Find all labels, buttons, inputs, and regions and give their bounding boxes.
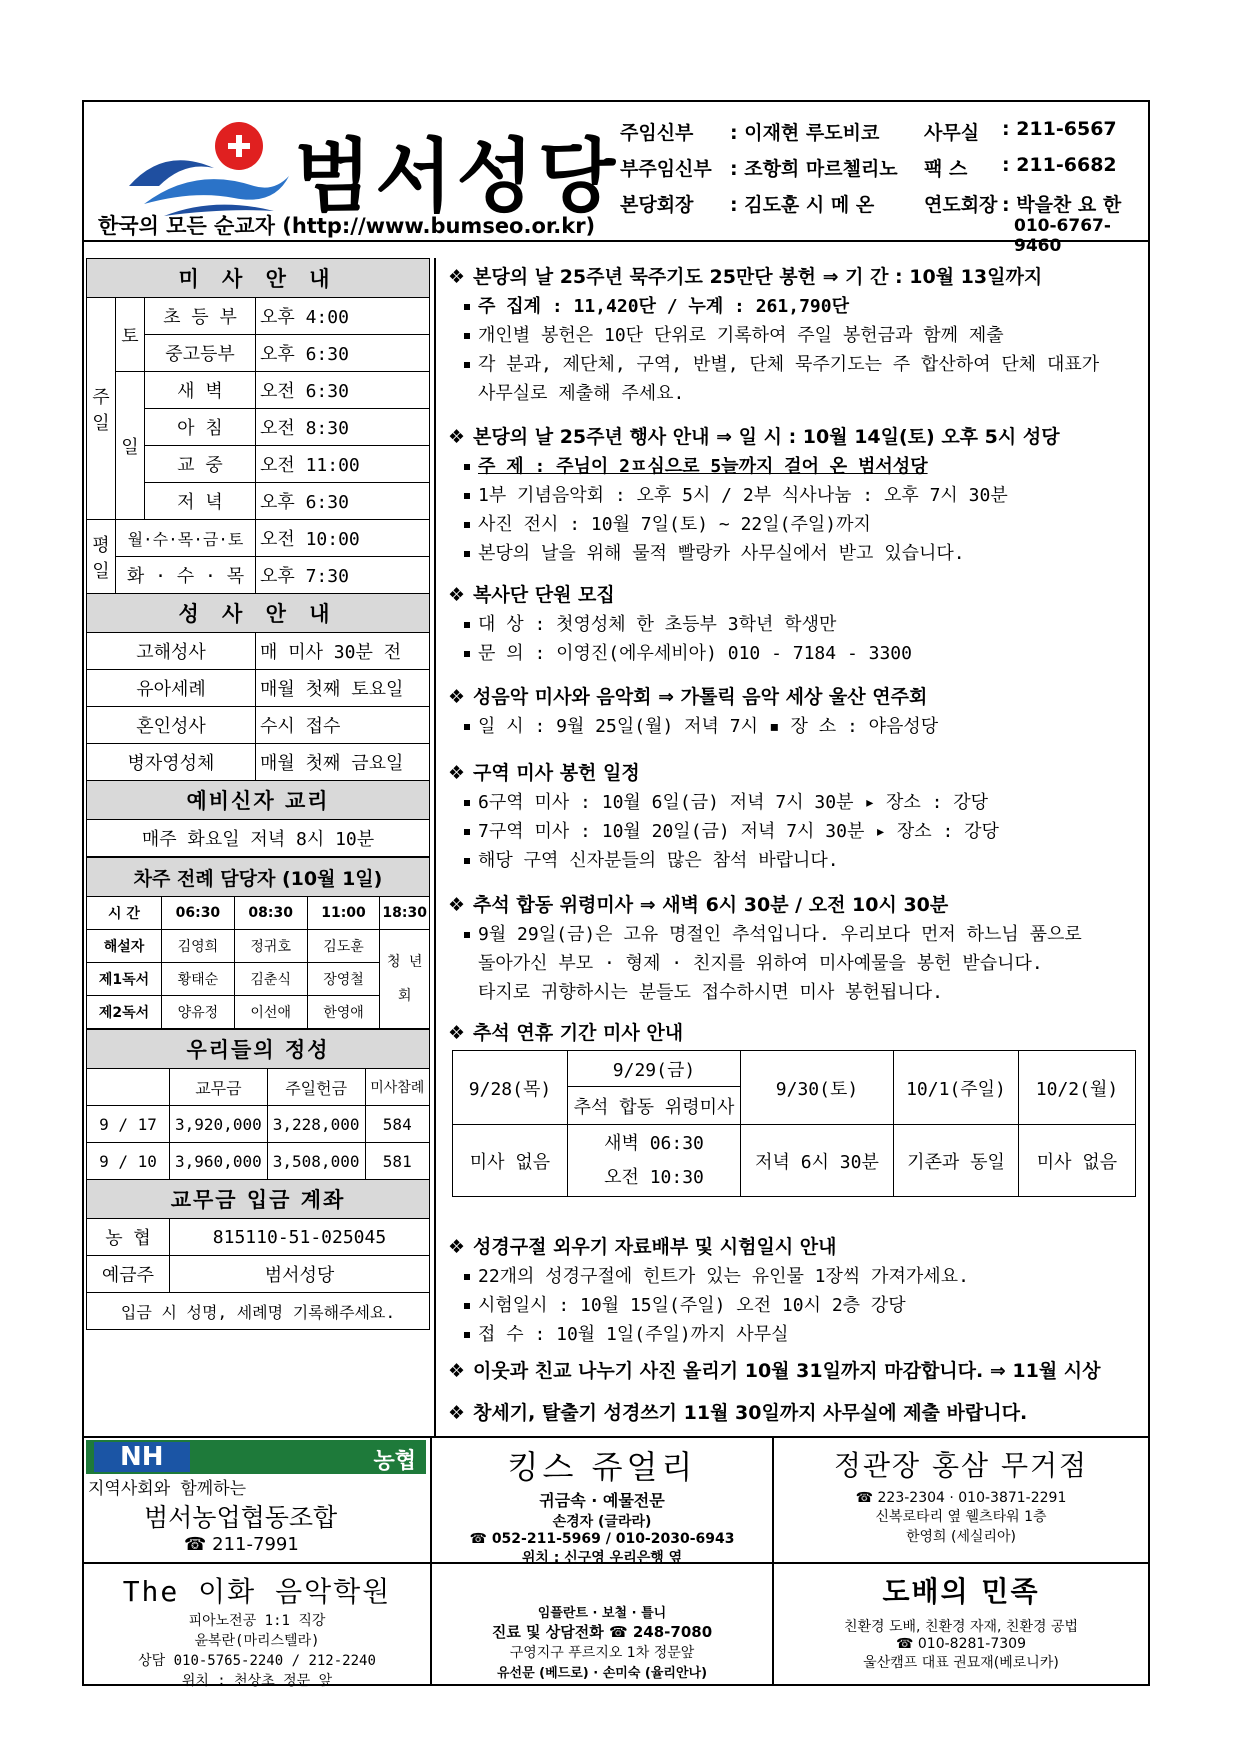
notice-item [448, 890, 1148, 1004]
square-bullet-icon [464, 800, 470, 806]
notice-title: 복사단 단원 모집 [473, 584, 615, 606]
duty-time: 08:30 [234, 897, 307, 930]
duty-role: 제2독서 [87, 996, 162, 1029]
weekday-mass-time: 오후 7:30 [255, 557, 429, 594]
square-bullet-icon [464, 1274, 470, 1280]
account-holder: 범서성당 [170, 1256, 430, 1293]
duty-person: 황태순 [162, 963, 235, 996]
duty-person: 김도훈 [307, 930, 380, 963]
notice-title: 성음악 미사와 음악회 ⇒ 가톨릭 음악 세상 울산 연주회 [473, 686, 928, 708]
paint-name: 도배의 민족 [882, 1575, 1040, 1608]
notice-line: 타지로 귀향하시는 분들도 접수하시면 미사 봉헌됩니다. [478, 982, 943, 1003]
nh-name: 농협 [373, 1449, 416, 1474]
notice-line: 사무실로 제출해 주세요. [478, 383, 685, 404]
notice-line: 6구역 미사 : 10월 6일(금) 저녁 7시 30분 ▸ 장소 : 강당 [478, 792, 989, 813]
square-bullet-icon [464, 304, 470, 310]
notice-item [448, 1398, 1148, 1425]
music-line1: 피아노전공 1:1 직강 [188, 1613, 326, 1629]
president: : 김도훈 시 메 온 [730, 194, 875, 216]
pastor: : 이재현 루도비코 [730, 122, 880, 144]
diamond-bullet-icon: ❖ [448, 426, 466, 448]
weekday-mass-name: 월·수·목·금·토 [116, 520, 256, 557]
square-bullet-icon [464, 551, 470, 557]
nh-logo: NH [94, 1442, 190, 1472]
diamond-bullet-icon: ❖ [448, 894, 466, 916]
offering-table [86, 1029, 430, 1330]
duty-time: 06:30 [162, 897, 235, 930]
account-note: 입금 시 성명, 세례명 기록해주세요. [87, 1293, 430, 1330]
mass-table [86, 258, 430, 857]
duty-person: 정귀호 [234, 930, 307, 963]
church-logo [124, 116, 299, 221]
sacrament-name: 혼인성사 [87, 707, 256, 744]
mass-name: 저 녁 [145, 483, 256, 520]
offering-date: 9 / 10 [87, 1143, 170, 1180]
diamond-bullet-icon: ❖ [448, 584, 466, 606]
square-bullet-icon [464, 932, 470, 938]
nh-banner [86, 1440, 426, 1474]
offering-value: 3,960,000 [170, 1143, 268, 1180]
notice-line: 접 수 : 10월 1일(주일)까지 사무실 [478, 1324, 789, 1345]
bulletin-page [82, 100, 1150, 1689]
paint-ad [774, 1562, 1148, 1686]
offering-value: 581 [365, 1143, 430, 1180]
dental-line4: 유선문 (베드로) · 손미숙 (율리안나) [496, 1666, 708, 1681]
sacrament-value: 매 미사 30분 전 [255, 633, 429, 670]
dental-line3: 구영지구 푸르지오 1차 정문앞 [509, 1645, 695, 1661]
duty-title: 차주 전례 담당자 (10월 1일) [87, 858, 430, 897]
weekday-mass-name: 화 · 수 · 목 [116, 557, 256, 594]
music-line4: 위치 : 천상초 정문 앞 [181, 1673, 333, 1689]
notice-item [448, 758, 1148, 872]
music-line2: 윤복란(마리스텔라) [194, 1633, 320, 1649]
offering-header: 주일헌금 [267, 1069, 365, 1106]
district-head: : 박을찬 요 한 [1002, 194, 1122, 216]
music-ad [84, 1562, 432, 1689]
assistant: : 조항희 마르첼리노 [730, 158, 898, 180]
duty-person: 한영애 [307, 996, 380, 1029]
offering-header-blank [87, 1069, 170, 1106]
account-title: 교무금 입금 계좌 [87, 1180, 430, 1219]
notice-line: 각 분과, 제단체, 구역, 반별, 단체 묵주기도는 주 합산하여 단체 대표가 [478, 354, 1100, 375]
sat-label: 토 [116, 298, 145, 372]
diamond-bullet-icon: ❖ [448, 762, 466, 784]
ads-section [84, 1436, 1148, 1688]
mass-time: 오전 6:30 [255, 372, 429, 409]
mass-name: 교 중 [145, 446, 256, 483]
square-bullet-icon [464, 493, 470, 499]
duty-youth: 청 년 회 [380, 930, 430, 1029]
notice-title: 이웃과 친교 나누기 사진 올리기 10월 31일까지 마감합니다. ⇒ 11월 시상 [473, 1360, 1101, 1382]
dental-ad [432, 1562, 774, 1686]
bank-account: 815110-51-025045 [170, 1219, 430, 1256]
sun-label: 일 [116, 372, 145, 520]
paint-line2: ☎ 010-8281-7309 [896, 1636, 1026, 1652]
mass-time: 오후 6:30 [255, 483, 429, 520]
duty-time-label: 시 간 [87, 897, 162, 930]
notice-title: 구역 미사 봉헌 일정 [473, 762, 640, 784]
square-bullet-icon [464, 622, 470, 628]
notice-title: 창세기, 탈출기 성경쓰기 11월 30일까지 사무실에 제출 바랍니다. [473, 1402, 1028, 1424]
paint-line1: 친환경 도배, 친환경 자재, 친환경 공법 [843, 1619, 1078, 1635]
sacrament-value: 매월 첫째 토요일 [255, 670, 429, 707]
duty-table [86, 857, 430, 1029]
nh-ad [84, 1438, 432, 1562]
sacrament-title: 성 사 안 내 [87, 594, 430, 633]
notice-item [448, 682, 1148, 738]
assistant-label: 부주임신부 [620, 158, 712, 180]
holiday-date: 9/30(토) [741, 1051, 894, 1125]
offering-value: 584 [365, 1106, 430, 1143]
jkj-ad [774, 1438, 1148, 1562]
diamond-bullet-icon: ❖ [448, 266, 466, 288]
holiday-mass: 새벽 06:30 [604, 1132, 704, 1154]
notice-line: 22개의 성경구절에 힌트가 있는 유인물 1장씩 가져가세요. [478, 1266, 969, 1287]
mass-time: 오전 8:30 [255, 409, 429, 446]
sacrament-name: 병자영성체 [87, 744, 256, 781]
notice-line: 돌아가신 부모 · 형제 · 친지를 위하여 미사예물을 봉헌 받습니다. [478, 953, 1043, 974]
kings-name: 킹스 쥬얼리 [507, 1448, 697, 1486]
diamond-bullet-icon: ❖ [448, 1360, 466, 1382]
kings-line2: 손경자 (글라라) [552, 1514, 652, 1530]
sacrament-value: 매월 첫째 금요일 [255, 744, 429, 781]
notice-item [448, 262, 1148, 405]
notice-item [448, 1356, 1148, 1383]
notice-line: 해당 구역 신자분들의 많은 참석 바랍니다. [478, 850, 839, 871]
fax-label: 팩 스 [924, 158, 968, 180]
offering-header: 미사참례 [365, 1069, 430, 1106]
duty-person: 김영희 [162, 930, 235, 963]
diamond-bullet-icon: ❖ [448, 1236, 466, 1258]
left-column [84, 258, 430, 1330]
holiday-subtitle: 추석 합동 위령미사 [568, 1087, 741, 1125]
holiday-date: 9/28(목) [453, 1051, 568, 1125]
notice-line: 7구역 미사 : 10월 20일(금) 저녁 7시 30분 ▸ 장소 : 강당 [478, 821, 999, 842]
weekday-mass-time: 오전 10:00 [255, 520, 429, 557]
holiday-mass: 기존과 동일 [894, 1125, 1019, 1197]
holiday-mass: 저녁 6시 30분 [741, 1125, 894, 1197]
mass-name: 중고등부 [145, 335, 256, 372]
holiday-mass: 미사 없음 [453, 1125, 568, 1197]
square-bullet-icon [464, 1303, 470, 1309]
duty-person: 김춘식 [234, 963, 307, 996]
notice-item [448, 1232, 1148, 1346]
nh-phone: ☎ 211-7991 [184, 1534, 299, 1555]
notice-item [448, 580, 1148, 665]
jkj-name: 정관장 홍삼 무거점 [833, 1449, 1089, 1482]
notice-line: 1부 기념음악회 : 오후 5시 / 2부 식사나눔 : 오후 7시 30분 [478, 485, 1008, 506]
mass-time: 오후 4:00 [255, 298, 429, 335]
holiday-mass: 미사 없음 [1019, 1125, 1136, 1197]
offering-value: 3,508,000 [267, 1143, 365, 1180]
mass-name: 초 등 부 [145, 298, 256, 335]
diamond-bullet-icon: ❖ [448, 686, 466, 708]
nh-line1: 지역사회와 함께하는 [88, 1479, 247, 1499]
offering-date: 9 / 17 [87, 1106, 170, 1143]
notice-title: 본당의 날 25주년 행사 안내 ⇒ 일 시 : 10월 14일(토) 오후 5시 성당 [473, 426, 1060, 448]
president-label: 본당회장 [620, 194, 694, 216]
nh-line2: 범서농업협동조합 [144, 1503, 338, 1532]
offering-title: 우리들의 정성 [87, 1030, 430, 1069]
square-bullet-icon [464, 651, 470, 657]
office-phone: : 211-6567 [1002, 118, 1117, 140]
district-label: 연도회장 [924, 194, 998, 216]
notice-line: 대 상 : 첫영성체 한 초등부 3학년 학생만 [478, 614, 837, 635]
diamond-bullet-icon: ❖ [448, 1402, 466, 1424]
mass-title: 미 사 안 내 [87, 259, 430, 298]
mass-name: 새 벽 [145, 372, 256, 409]
jkj-line1: ☎ 223-2304 · 010-3871-2291 [855, 1490, 1067, 1506]
offering-value: 3,920,000 [170, 1106, 268, 1143]
sacrament-name: 유아세례 [87, 670, 256, 707]
notice-title: 추석 합동 위령미사 ⇒ 새벽 6시 30분 / 오전 10시 30분 [473, 894, 949, 916]
holiday-mass-table [452, 1050, 1136, 1197]
holiday-date: 10/1(주일) [894, 1051, 1019, 1125]
notice-line: 주 제 : 주님이 2ㅍ심으로 5늘까지 걸어 온 범서성당 [478, 456, 928, 477]
holder-label: 예금주 [87, 1256, 170, 1293]
district-phone: 010-6767-9460 [1014, 216, 1111, 256]
jkj-line3: 한영희 (세실리아) [905, 1529, 1017, 1545]
kings-line3: ☎ 052-211-5969 / 010-2030-6943 [469, 1531, 735, 1547]
bank-label: 농 협 [87, 1219, 170, 1256]
square-bullet-icon [464, 333, 470, 339]
square-bullet-icon [464, 362, 470, 368]
square-bullet-icon [464, 858, 470, 864]
duty-role: 제1독서 [87, 963, 162, 996]
kings-line1: 귀금속 · 예물전문 [539, 1491, 665, 1510]
mass-time: 오후 6:30 [255, 335, 429, 372]
notice-title: 추석 연휴 기간 미사 안내 [473, 1022, 684, 1044]
holiday-date: 10/2(월) [1019, 1051, 1136, 1125]
duty-person: 양유정 [162, 996, 235, 1029]
mass-name: 아 침 [145, 409, 256, 446]
notice-line: 사진 전시 : 10월 7일(토) ~ 22일(주일)까지 [478, 514, 871, 535]
notice-title: 본당의 날 25주년 묵주기도 25만단 봉헌 ⇒ 기 간 : 10월 13일까지 [473, 266, 1043, 288]
duty-person: 장영철 [307, 963, 380, 996]
notices-column [434, 258, 1150, 1436]
offering-value: 3,228,000 [267, 1106, 365, 1143]
duty-time: 11:00 [307, 897, 380, 930]
music-line3: 상담 010-5765-2240 / 212-2240 [138, 1653, 376, 1669]
dental-line2: 진료 및 상담전화 ☎ 248-7080 [491, 1623, 713, 1641]
weekday-label: 평 일 [87, 520, 116, 594]
square-bullet-icon [464, 1332, 470, 1338]
notice-line: 시험일시 : 10월 15일(주일) 오전 10시 2층 강당 [478, 1295, 906, 1316]
offering-header: 교무금 [170, 1069, 268, 1106]
notice-item [448, 1018, 1148, 1045]
notice-line: 개인별 봉헌은 10단 단위로 기록하여 주일 봉헌금과 함께 제출 [478, 325, 1004, 346]
jkj-line2: 신복로타리 옆 웰츠타워 1층 [875, 1509, 1047, 1525]
holiday-mass: 오전 10:30 [604, 1166, 704, 1188]
notice-line: 주 집계 : 11,420단 / 누계 : 261,790단 [478, 296, 849, 317]
kings-line4: 위치 : 신구영 우리은행 옆 [521, 1550, 683, 1566]
square-bullet-icon [464, 464, 470, 470]
music-name: The 이화 음악학원 [122, 1575, 392, 1608]
paint-line3: 울산캠프 대표 권묘재(베로니카) [863, 1655, 1059, 1671]
duty-role: 해설자 [87, 930, 162, 963]
office-label: 사무실 [924, 122, 980, 144]
duty-person: 이선애 [234, 996, 307, 1029]
notice-title: 성경구절 외우기 자료배부 및 시험일시 안내 [473, 1236, 837, 1258]
square-bullet-icon [464, 829, 470, 835]
notice-line: 본당의 날을 위해 물적 빨랑카 사무실에서 받고 있습니다. [478, 543, 965, 564]
catechism-value: 매주 화요일 저녁 8시 10분 [87, 820, 430, 857]
dental-line1: 임플란트 · 보철 · 틀니 [537, 1606, 667, 1621]
square-bullet-icon [464, 724, 470, 730]
catechism-title: 예비신자 교리 [87, 781, 430, 820]
pastor-label: 주임신부 [620, 122, 694, 144]
header [84, 102, 1148, 256]
slogan: 한국의 모든 순교자 (http://www.bumseo.or.kr) [98, 214, 596, 238]
kings-ad [432, 1438, 774, 1566]
sacrament-value: 수시 접수 [255, 707, 429, 744]
notice-item [448, 422, 1148, 565]
notice-line: 문 의 : 이영진(에우세비아) 010 - 7184 - 3300 [478, 643, 912, 664]
fax: : 211-6682 [1002, 154, 1117, 176]
square-bullet-icon [464, 522, 470, 528]
notice-line: 9월 29일(금)은 고유 명절인 추석입니다. 우리보다 먼저 하느님 품으로 [478, 924, 1082, 945]
mass-time: 오전 11:00 [255, 446, 429, 483]
sacrament-name: 고해성사 [87, 633, 256, 670]
notice-line: 일 시 : 9월 25일(월) 저녁 7시 ▪ 장 소 : 야음성당 [478, 716, 939, 737]
sunday-label: 주 일 [87, 298, 116, 520]
duty-time: 18:30 [380, 897, 430, 930]
holiday-date: 9/29(금) [568, 1051, 741, 1087]
diamond-bullet-icon: ❖ [448, 1022, 466, 1044]
church-name: 범서성당 [294, 130, 620, 223]
